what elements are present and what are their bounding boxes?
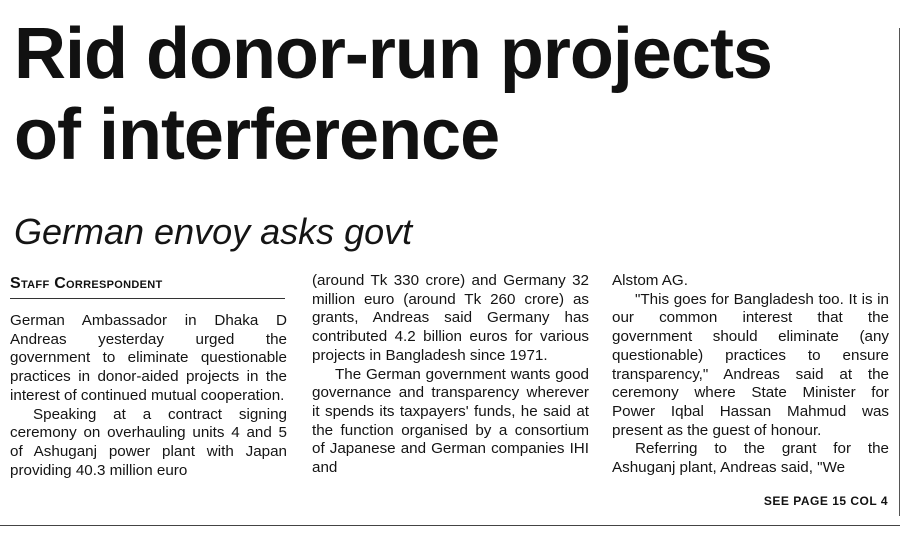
paragraph: The German government wants good governance and transparency wherever it spends its taxpayers' funds, he said at the function organised by a consortium of Japanese and German companies IHI and [312, 365, 589, 477]
article-column-2 [312, 272, 589, 478]
paragraph: Alstom AG. [612, 272, 688, 289]
article-column-1 [10, 312, 287, 480]
paragraph: Referring to the grant for the Ashuganj plant, Andreas said, "We [612, 440, 889, 477]
paragraph: German Ambassador in Dhaka D Andreas yesterday urged the government to eliminate questionable practices in donor-aided projects in the interest of continued mutual cooperation. [10, 312, 287, 404]
headline-line-1: Rid donor-run projects [14, 14, 772, 94]
paragraph: "This goes for Bangladesh too. It is in our common interest that the government should eliminate (any questionable) practices to ensure transparency," Andreas said at the ceremony where State Minister for Power Iqbal Hassan Mahmud was present as the guest of honour. [612, 290, 889, 439]
paragraph: (around Tk 330 crore) and Germany 32 million euro (around Tk 260 crore) as grants, Andreas said Germany has contributed 4.2 billion euros for various projects in Bangladesh since 1971. [312, 272, 589, 364]
headline [14, 14, 894, 176]
subheadline: German envoy asks govt [14, 211, 413, 252]
byline: Staff Correspondent [10, 275, 163, 292]
paragraph: Speaking at a contract signing ceremony on overhauling units 4 and 5 of Ashuganj power plant with Japan providing 40.3 million euro [10, 405, 287, 479]
headline-line-2: of interference [14, 95, 500, 175]
column-rule-right [899, 28, 900, 516]
byline-rule [10, 298, 285, 299]
bottom-rule [0, 525, 900, 526]
continued-on-page-jump: SEE PAGE 15 COL 4 [763, 494, 888, 508]
article-column-3 [612, 272, 889, 478]
